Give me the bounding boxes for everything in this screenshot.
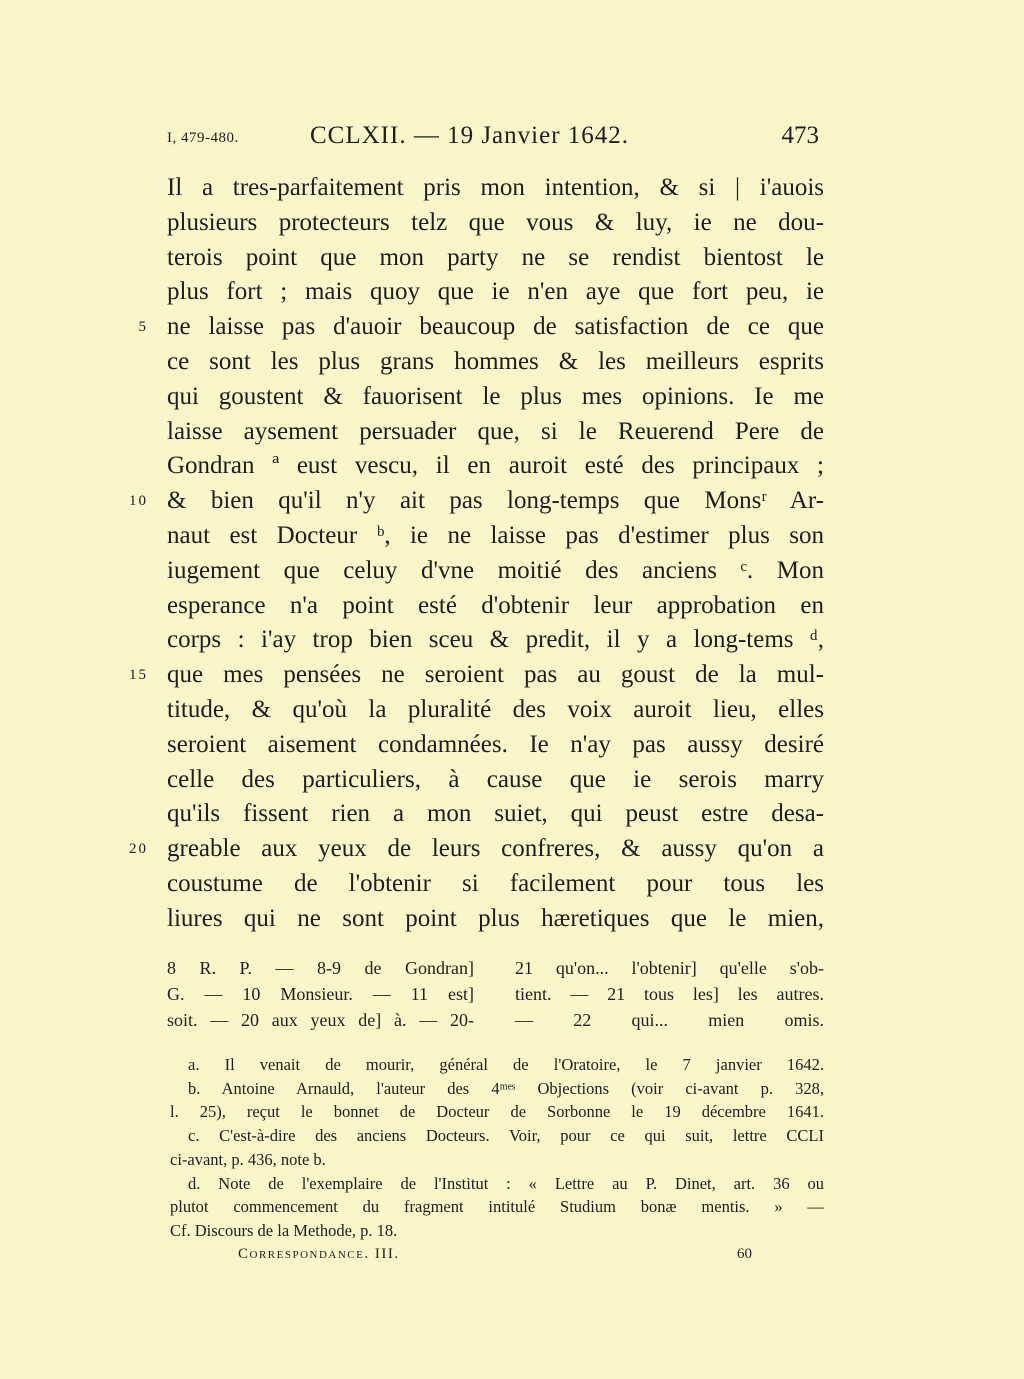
variant-line-left: G. — 10 Monsieur. — 11 est]	[167, 984, 474, 1004]
text-line: coustume de l'obtenir si facilement pour tous les	[167, 870, 824, 897]
text-line: iugement que celuy d'vne moitié des anciens ᶜ. Mon	[167, 556, 824, 584]
text-line: corps : i'ay trop bien sceu & predit, il y a long-tems ᵈ,	[167, 626, 824, 654]
footnote-line: d. Note de l'exemplaire de l'Institut : « Lettre au P. Dinet, art. 36 ou	[188, 1173, 824, 1193]
footnote-line: l. 25), reçut le bonnet de Docteur de Sorbonne le 19 décembre 1641.	[170, 1102, 824, 1122]
text-line: naut est Docteur ᵇ, ie ne laisse pas d'estimer plus son	[167, 522, 824, 549]
variant-line-left: soit. — 20 aux yeux de] à. — 20-	[167, 1010, 474, 1030]
text-line: plus fort ; mais quoy que ie n'en aye que fort peu, ie	[167, 278, 824, 306]
footnote-line: c. C'est-à-dire des anciens Docteurs. Voir, pour ce qui suit, lettre CCLI	[188, 1126, 824, 1146]
footnote-line: a. Il venait de mourir, général de l'Oratoire, le 7 janvier 1642.	[188, 1055, 824, 1074]
footnote-line: Cf. Discours de la Methode, p. 18.	[170, 1220, 398, 1240]
header-reference: I, 479-480.	[167, 130, 239, 146]
footnote-line: b. Antoine Arnauld, l'auteur des 4ᵐᵉˢ Objections (voir ci-avant p. 328,	[188, 1078, 824, 1098]
text-line: liures qui ne sont point plus hæretiques que le mien,	[167, 904, 824, 932]
text-line: ce sont les plus grans hommes & les meilleurs esprits	[167, 348, 824, 375]
signature-mark: Correspondance. III.	[238, 1246, 400, 1262]
page-footer	[0, 1246, 1024, 1272]
running-header	[165, 122, 825, 158]
footnote-line: ci-avant, p. 436, note b.	[170, 1149, 326, 1169]
page-number: 473	[781, 122, 819, 149]
header-title: CCLXII. — 19 Janvier 1642.	[310, 122, 630, 149]
text-line: & bien qu'il n'y ait pas long-temps que Monsʳ Ar-	[167, 487, 824, 515]
line-number: 5	[138, 319, 148, 336]
variant-line-right: 21 qu'on... l'obtenir] qu'elle s'ob-	[515, 958, 824, 978]
text-line: que mes pensées ne seroient pas au goust de la mul-	[167, 661, 824, 689]
line-number: 10	[129, 493, 148, 510]
text-line: celle des particuliers, à cause que ie serois marry	[167, 765, 824, 793]
text-line: qui goustent & fauorisent le plus mes opinions. Ie me	[167, 382, 824, 410]
footnote-line: plutot commencement du fragment intitulé Studium bonæ mentis. » —	[170, 1197, 824, 1217]
text-line: terois point que mon party ne se rendist bientost le	[167, 243, 824, 271]
text-line: ne laisse pas d'auoir beaucoup de satisfaction de ce que	[167, 313, 824, 341]
text-line: plusieurs protecteurs telz que vous & luy, ie ne dou-	[167, 208, 824, 236]
line-number: 20	[129, 841, 148, 858]
text-line: titude, & qu'où la pluralité des voix auroit lieu, elles	[167, 696, 824, 723]
variant-line-right: — 22 qui... mien omis.	[515, 1010, 824, 1030]
text-line: laisse aysement persuader que, si le Reuerend Pere de	[167, 417, 824, 445]
text-line: greable aux yeux de leurs confreres, & aussy qu'on a	[167, 835, 824, 863]
variant-line-right: tient. — 21 tous les] les autres.	[515, 984, 824, 1004]
sheet-number: 60	[737, 1246, 752, 1262]
line-number: 15	[129, 667, 148, 684]
text-line: Il a tres-parfaitement pris mon intention, & si | i'auois	[167, 174, 824, 201]
text-line: esperance n'a point esté d'obtenir leur approbation en	[167, 591, 824, 619]
text-line: seroient aisement condamnées. Ie n'ay pas aussy desiré	[167, 730, 824, 758]
text-line: Gondran ª eust vescu, il en auroit esté des principaux ;	[167, 452, 824, 480]
text-line: qu'ils fissent rien a mon suiet, qui peust estre desa-	[167, 800, 824, 828]
variant-line-left: 8 R. P. — 8-9 de Gondran]	[167, 958, 474, 978]
